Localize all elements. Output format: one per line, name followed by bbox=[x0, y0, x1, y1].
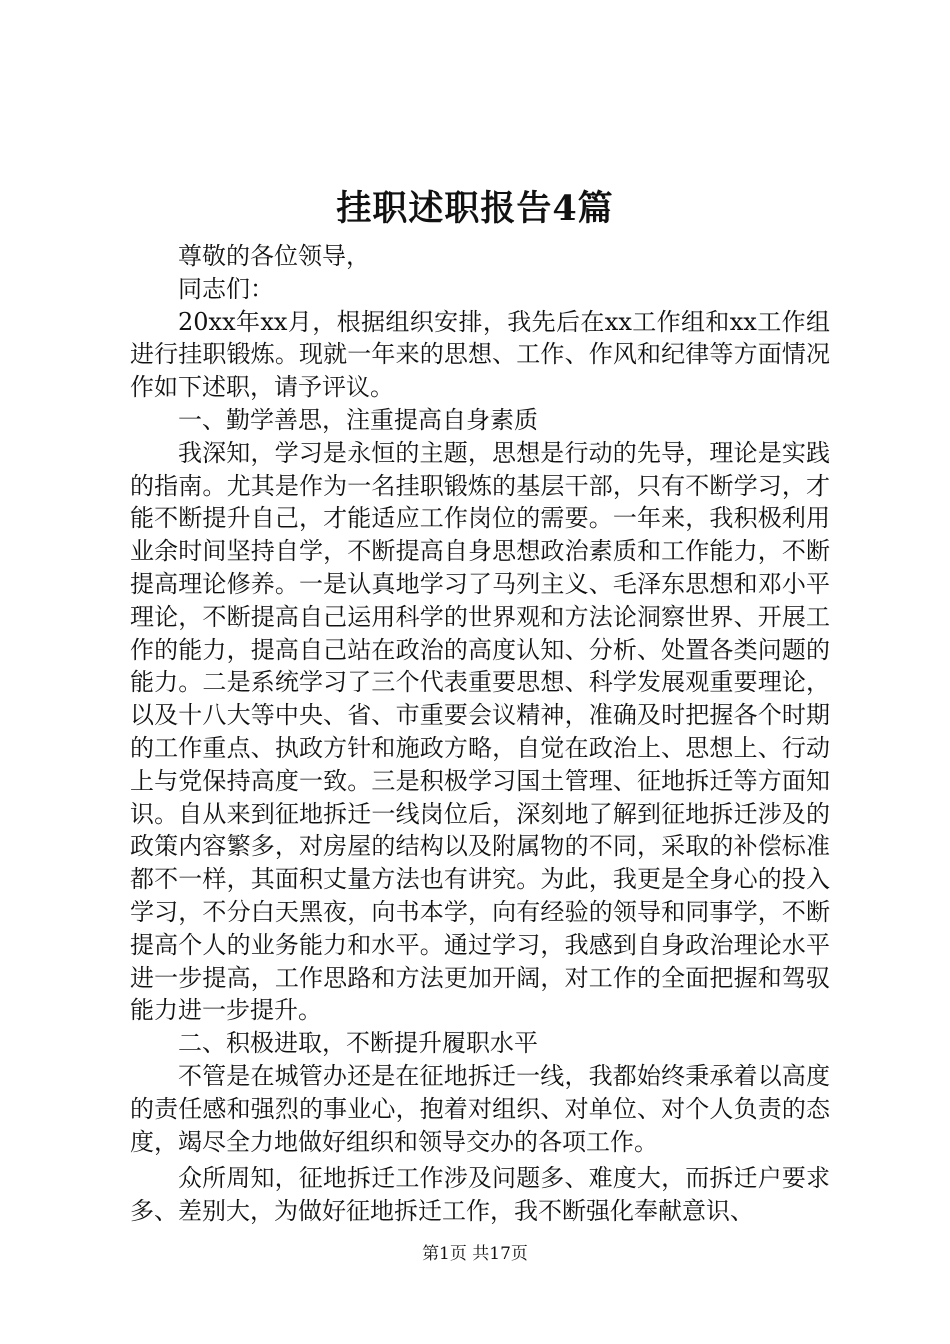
salutation-line: 同志们： bbox=[178, 274, 274, 303]
section-heading: 一、勤学善思，注重提高自身素质 bbox=[178, 405, 538, 434]
salutation-line: 尊敬的各位领导， bbox=[178, 242, 370, 270]
body-paragraph: 我深知，学习是永恒的主题，思想是行动的先导，理论是实践的指南。尤其是作为一名挂职锻炼的基层干部，只有不断学习，才能不断提升自己，才能适应工作岗位的需要。一年来，我积极利用业余时间坚持自学，不断提高自身思想政治素质和工作能力，不断提高理论修养。一是认真地学习了马列主义、毛泽东思想和邓小平理论，不断提高自己运用科学的世界观和方法论洞察世界、开展工作的能力，提高自己站在政治的高度认知、分析、处置各类问题的能力。二是系统学习了三个代表重要思想、科学发展观重要理论，以及十八大等中央、省、市重要会议精神，准确及时把握各个时期的工作重点、执政方针和施政方略，自觉在政治上、思想上、行动上与党保持高度一致。三是积极学习国土管理、征地拆迁等方面知识。自从来到征地拆迁一线岗位后，深刻地了解到征地拆迁涉及的政策内容繁多，对房屋的结构以及附属物的不同，采取的补偿标准都不一样，其面积丈量方法也有讲究。为此，我更是全身心的投入学习，不分白天黑夜，向书本学，向有经验的领导和同事学，不断提高个人的业务能力和水平。通过学习，我感到自身政治理论水平进一步提高，工作思路和方法更加开阔，对工作的全面把握和驾驭能力进一步提升。 bbox=[130, 438, 830, 1025]
page-number: 第1页 共17页 bbox=[422, 1244, 528, 1264]
document-title: 挂职述职报告4篇 bbox=[336, 188, 614, 229]
section-heading: 二、积极进取，不断提升履职水平 bbox=[178, 1029, 538, 1058]
body-paragraph: 20xx年xx月，根据组织安排，我先后在xx工作组和xx工作组进行挂职锻炼。现就一年来的思想、工作、作风和纪律等方面情况作如下述职，请予评议。 bbox=[130, 307, 830, 402]
body-paragraph: 众所周知，征地拆迁工作涉及问题多、难度大，而拆迁户要求多、差别大，为做好征地拆迁工作，我不断强化奉献意识、 bbox=[130, 1164, 830, 1226]
document-body bbox=[130, 240, 830, 1228]
body-paragraph: 不管是在城管办还是在征地拆迁一线，我都始终秉承着以高度的责任感和强烈的事业心，抱着对组织、对单位、对个人负责的态度，竭尽全力地做好组织和领导交办的各项工作。 bbox=[130, 1061, 830, 1156]
